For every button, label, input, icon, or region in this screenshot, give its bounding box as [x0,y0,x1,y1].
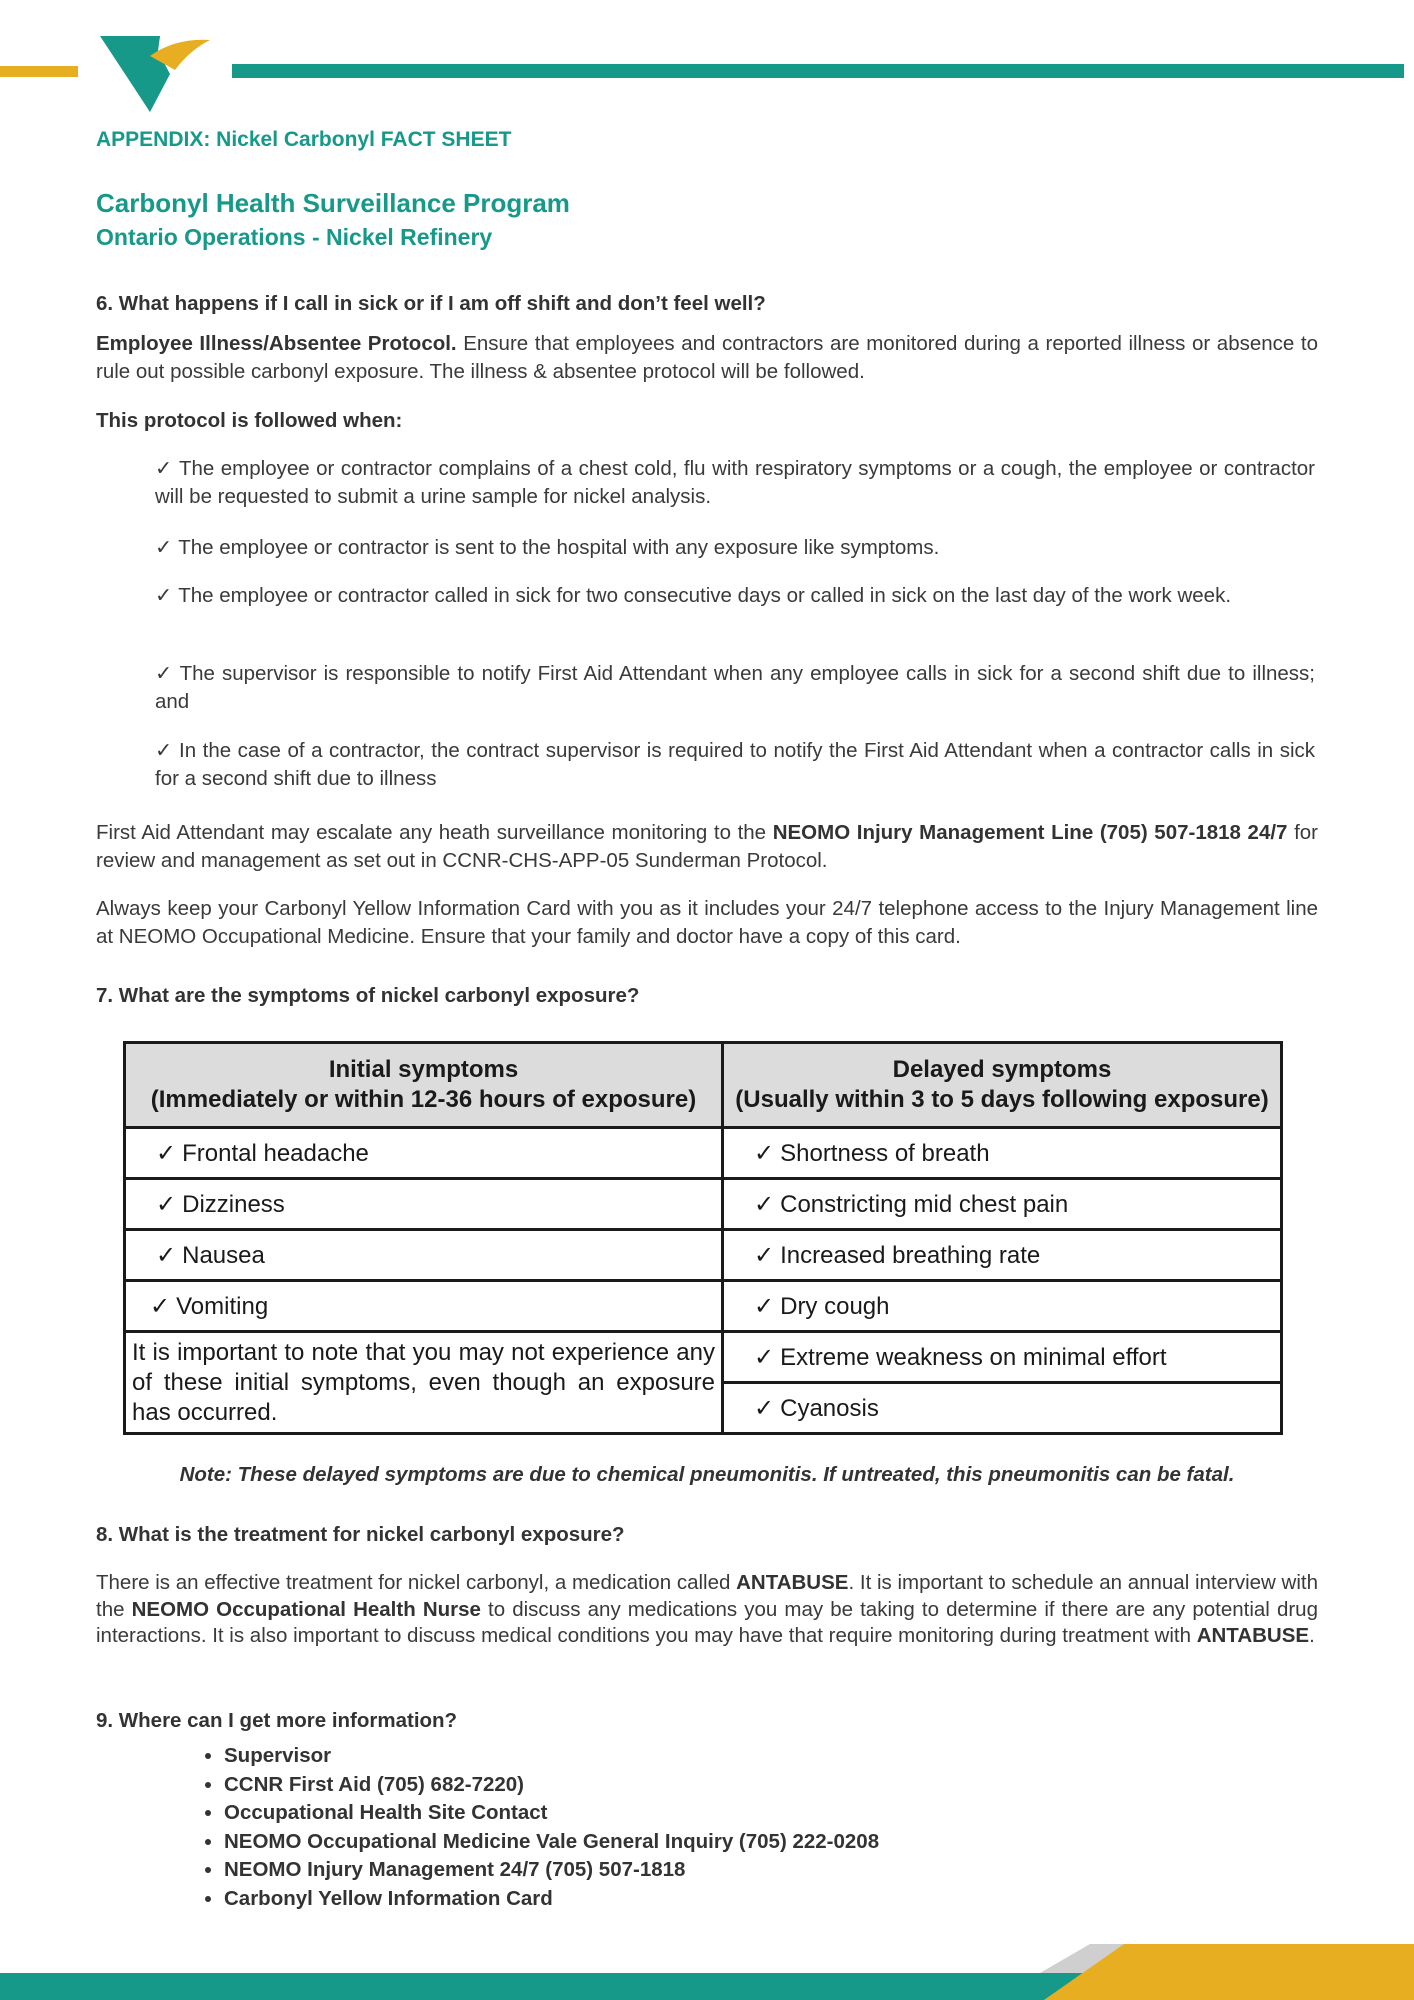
protocol-item: ✓ In the case of a contractor, the contract supervisor is required to notify the First Aid Attendant when a contractor calls in sick for a second shift due to illness [155,737,1315,793]
delayed-symptom: ✓ Cyanosis [723,1383,1282,1434]
protocol-item: ✓ The employee or contractor complains of a chest cold, flu with respiratory symptoms or a cough, the employee or contractor will be requested to submit a urine sample for nickel analysis. [155,455,1315,511]
protocol-item: ✓ The employee or contractor is sent to the hospital with any exposure like symptoms. [155,534,1315,562]
q9-heading: 9. Where can I get more information? [96,1709,458,1732]
delayed-symptom: ✓ Constricting mid chest pain [723,1179,1282,1230]
footer-graphic [0,1940,1414,2000]
q8-heading: 8. What is the treatment for nickel carbonyl exposure? [96,1523,625,1546]
delayed-symptom: ✓ Dry cough [723,1281,1282,1332]
card-paragraph: Always keep your Carbonyl Yellow Information Card with you as it includes your 24/7 telephone access to the Injury Management line at NEOMO Occupational Medicine. Ensure that your family and doctor have a copy of this card. [96,897,1318,948]
initial-header: Initial symptoms (Immediately or within 12-36 hours of exposure) [125,1043,723,1128]
initial-note: It is important to note that you may not experience any of these initial symptoms, even though an exposure has occurred. [125,1332,723,1434]
delayed-symptom: ✓ Increased breathing rate [723,1230,1282,1281]
treatment-paragraph: There is an effective treatment for nickel carbonyl, a medication called ANTABUSE. It is important to schedule an annual interview with the NEOMO Occupational Health Nurse to discuss any medications you may be taking to determine if there are any potential drug interactions. It is also important to discuss medical conditions you may have that require monitoring during treatment with ANTABUSE. [96,1571,1319,1647]
list-item: • Carbonyl Yellow Information Card [224,1885,879,1914]
initial-symptom: ✓ Frontal headache [125,1128,723,1179]
q6-heading: 6. What happens if I call in sick or if I am off shift and don’t feel well? [96,292,766,315]
escalation-paragraph: First Aid Attendant may escalate any heath surveillance monitoring to the NEOMO Injury Management Line (705) 507-1818 24/7 for review and management as set out in CCNR-CHS-APP-05 Sunderman Protocol. [96,821,1318,872]
page-subtitle: Ontario Operations - Nickel Refinery [96,224,493,250]
header-graphic [0,0,1414,130]
protocol-heading: This protocol is followed when: [96,409,403,432]
protocol-item: ✓ The supervisor is responsible to notify First Aid Attendant when any employee calls in sick for a second shift due to illness; and [155,660,1315,716]
initial-symptom: ✓ Dizziness [125,1179,723,1230]
header-gold-bar [0,66,78,77]
pneumonitis-note: Note: These delayed symptoms are due to chemical pneumonitis. If untreated, this pneumonitis can be fatal. [179,1463,1235,1486]
list-item: • NEOMO Injury Management 24/7 (705) 507-1818 [224,1856,879,1885]
info-list [198,1742,879,1913]
delayed-symptom: ✓ Extreme weakness on minimal effort [723,1332,1282,1383]
logo-icon [100,36,210,112]
q6-intro: Employee Illness/Absentee Protocol. Ensure that employees and contractors are monitored during a reported illness or absence to rule out possible carbonyl exposure. The illness & absentee protocol will be followed. [96,332,1318,383]
list-item: • Occupational Health Site Contact [224,1799,879,1828]
page-title: Carbonyl Health Surveillance Program [96,188,570,218]
initial-symptom: ✓ Nausea [125,1230,723,1281]
protocol-item: ✓ The employee or contractor called in sick for two consecutive days or called in sick on the last day of the work week. [155,582,1315,610]
list-item: • NEOMO Occupational Medicine Vale General Inquiry (705) 222-0208 [224,1828,879,1857]
delayed-symptom: ✓ Shortness of breath [723,1128,1282,1179]
q7-heading: 7. What are the symptoms of nickel carbonyl exposure? [96,984,640,1007]
header-teal-bar [232,64,1404,78]
delayed-header: Delayed symptoms (Usually within 3 to 5 days following exposure) [723,1043,1282,1128]
list-item: • CCNR First Aid (705) 682-7220) [224,1771,879,1800]
list-item: • Supervisor [224,1742,879,1771]
appendix-label: APPENDIX: Nickel Carbonyl FACT SHEET [96,128,512,151]
initial-symptom: ✓ Vomiting [125,1281,723,1332]
symptoms-table [123,1041,1283,1435]
